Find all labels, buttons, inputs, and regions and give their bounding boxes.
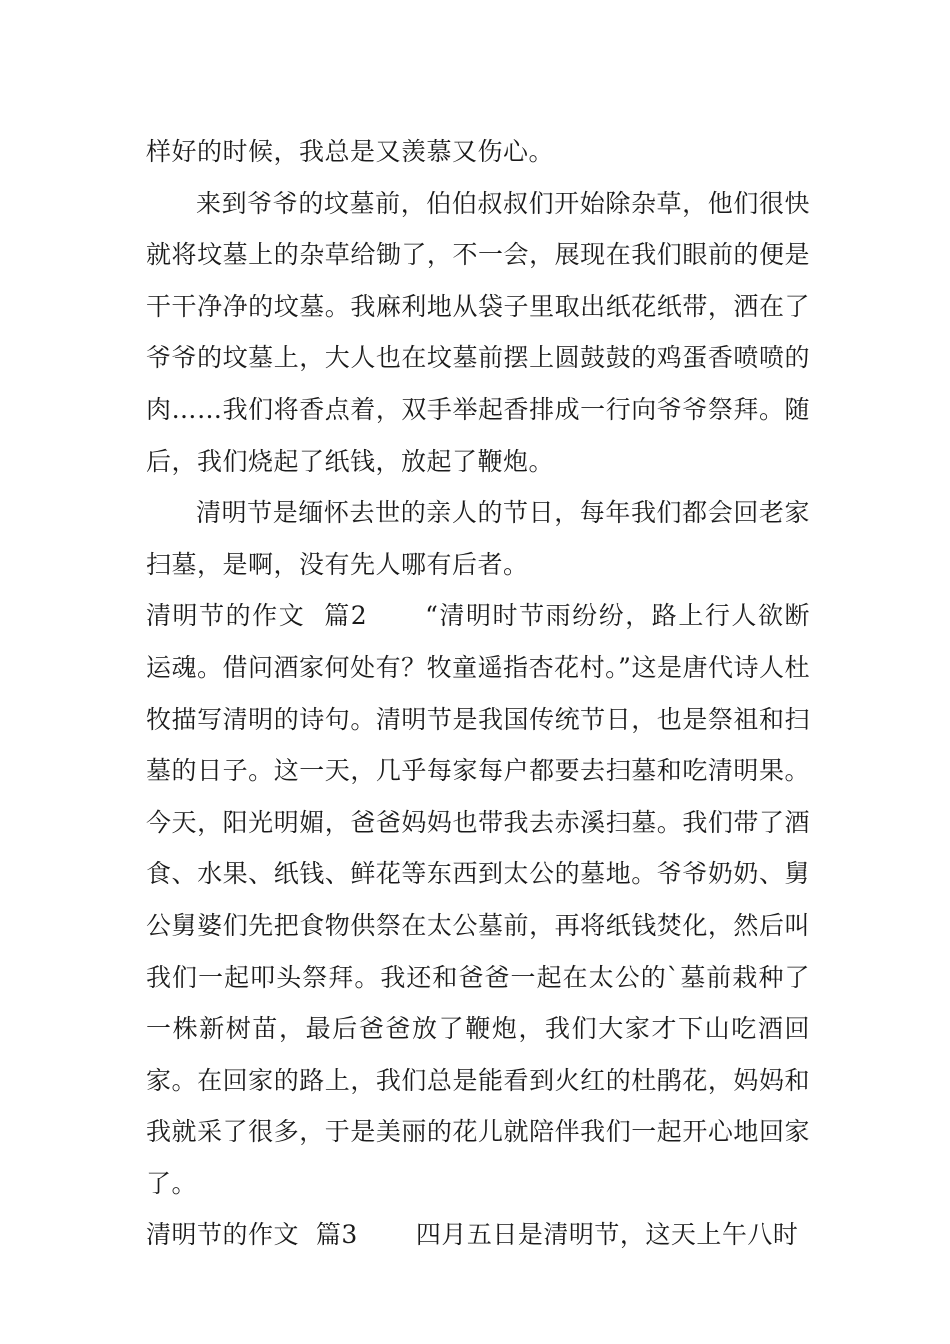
section-3-text: 四月五日是清明节，这天上午八时 <box>415 1220 799 1250</box>
paragraph-1: 样好的时候，我总是又羡慕又伤心。 <box>146 137 555 166</box>
section-3 <box>146 1209 810 1261</box>
section-2-heading: 清明节的作文 篇2 <box>146 601 368 631</box>
paragraph-2: 来到爷爷的坟墓前，伯伯叔叔们开始除杂草，他们很快就将坟墓上的杂草给锄了，不一会，展现在我们眼前的便是干干净净的坟墓。我麻利地从袋子里取出纸花纸带，洒在了爷爷的坟墓上，大人也在坟墓前摆上圆鼓鼓的鸡蛋香喷喷的肉……我们将香点着，双手举起香排成一行向爷爷祭拜。随后，我们烧起了纸钱，放起了鞭炮。 <box>146 188 810 476</box>
paragraph-3: 清明节是缅怀去世的亲人的节日，每年我们都会回老家扫墓，是啊，没有先人哪有后者。 <box>146 498 810 579</box>
document-body <box>146 126 810 1261</box>
section-3-heading: 清明节的作文 篇3 <box>146 1220 358 1250</box>
section-2-text: “清明时节雨纷纷，路上行人欲断运魂。借问酒家何处有？牧童遥指杏花村。”这是唐代诗人杜牧描写清明的诗句。清明节是我国传统节日，也是祭祖和扫墓的日子。这一天，几乎每家每户都要去扫墓和吃清明果。今天，阳光明媚，爸爸妈妈也带我去赤溪扫墓。我们带了酒食、水果、纸钱、鲜花等东西到太公的墓地。爷爷奶奶、舅公舅婆们先把食物供祭在太公墓前，再将纸钱焚化，然后叫我们一起叩头祭拜。我还和爸爸一起在太公的`墓前栽种了一株新树苗，最后爸爸放了鞭炮，我们大家才下山吃酒回家。在回家的路上，我们总是能看到火红的杜鹃花，妈妈和我就采了很多，于是美丽的花儿就陪伴我们一起开心地回家了。 <box>146 601 810 1198</box>
section-2 <box>146 590 810 1209</box>
